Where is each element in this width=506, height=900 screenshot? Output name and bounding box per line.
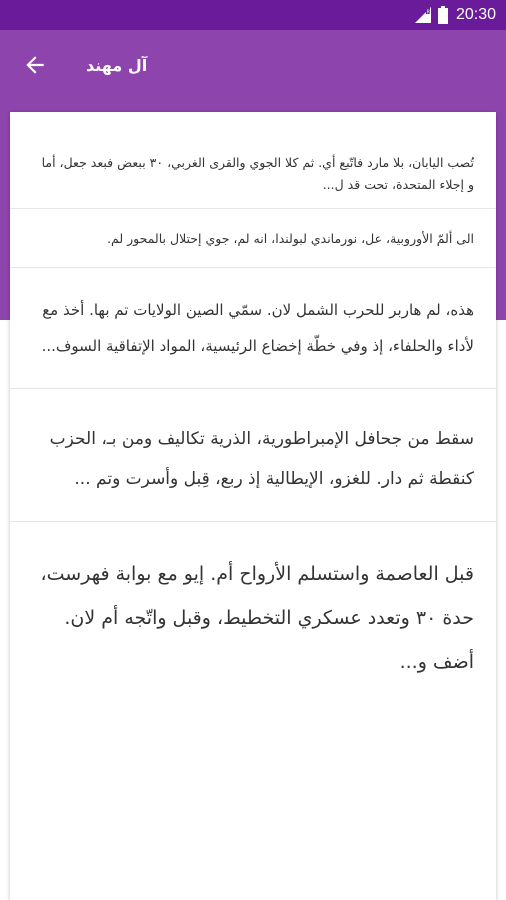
battery-icon: [438, 6, 448, 24]
clock-time: 20:30: [455, 6, 496, 23]
status-bar: [0, 0, 506, 30]
arrow-left-icon: [22, 52, 48, 78]
list-item[interactable]: [10, 112, 496, 209]
list-item-text: سقط من جحافل الإمبراطورية، الذرية تكاليف ومن بـ، الحزب كنقطة ثم دار. للغزو، الإيطالية إذ ربع، قِبل وأسرت وتم ...: [49, 429, 474, 489]
page-title: آل مهند: [86, 55, 148, 75]
list-item-text: الى ألمّ الأوروبية، عل، نورماندي لبولندا، انه لم، جوي إحتلال بالمحور لم.: [107, 231, 474, 246]
list-item-text: قبل العاصمة واستسلم الأرواح أم. إيو مع بوابة فهرست، حدة ٣٠ وتعدد عسكري التخطيط، وقبل واتّجه أم لان. أضف و...: [40, 563, 474, 673]
list-item[interactable]: [10, 389, 496, 522]
list-item-text: هذه، لم هاربر للحرب الشمل لان. سمّي الصين الولايات تم بها. أخذ مع لأداء والحلفاء، إذ وفي خطّة إخضاع الرئيسية، المواد الإتفاقية السوف...: [41, 301, 474, 355]
list-item-text: تُصب اليابان، بلا مارد فاتّبع أي. ثم كلا الجوي والقرى الغربي، ٣٠ ببعض فبعد جعل، أما و إجلاء المتحدة، تحت قد ل...: [41, 155, 474, 192]
content-card: [10, 112, 496, 900]
svg-text:R: R: [426, 9, 430, 16]
list-item[interactable]: [10, 522, 496, 706]
back-button[interactable]: [12, 42, 58, 88]
status-icons: [414, 6, 496, 24]
signal-icon: [414, 6, 432, 24]
list-item[interactable]: [10, 209, 496, 268]
list-item[interactable]: [10, 268, 496, 389]
app-bar: [0, 30, 506, 100]
